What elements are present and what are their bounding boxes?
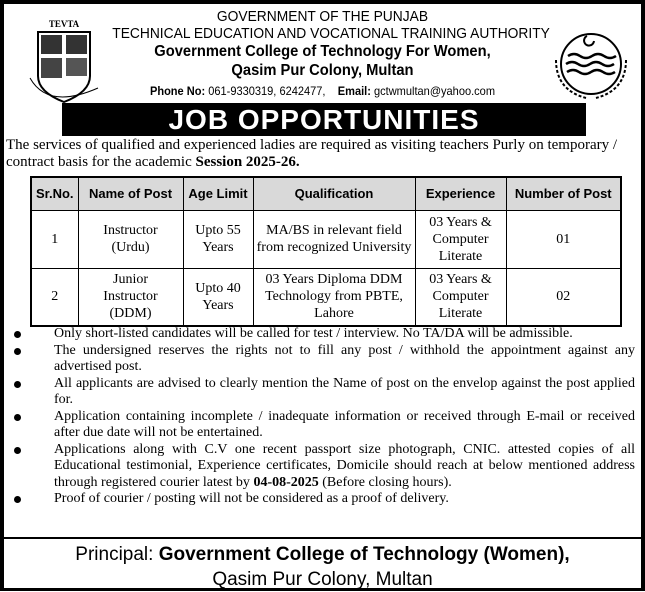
column-header: Experience [415, 177, 506, 210]
session: Session 2025-26. [195, 154, 300, 170]
closing-date: 04-08-2025 [253, 474, 319, 490]
authority-line: TECHNICAL EDUCATION AND VOCATIONAL TRAINING AUTHORITY [112, 25, 550, 42]
column-header: Age Limit [183, 177, 253, 210]
column-header: Number of Post [506, 177, 621, 210]
cell: 03 Years & Computer Literate [415, 268, 506, 326]
cell: 01 [506, 210, 621, 268]
cell: MA/BS in relevant field from recognized University [253, 210, 415, 268]
posts-table [30, 176, 622, 327]
list-item: Proof of courier / posting will not be considered as a proof of delivery. [6, 491, 635, 508]
bullet-icon [14, 331, 21, 338]
list-item: Only short-listed candidates will be called for test / interview. No TA/DA will be admissible. [6, 326, 635, 343]
college-name: Government College of Technology For Women, [154, 43, 491, 60]
table-row [31, 210, 621, 268]
bullet-icon [14, 496, 21, 503]
svg-text:TEVTA: TEVTA [48, 19, 80, 29]
column-header: Qualification [253, 177, 415, 210]
punjab-seal-logo [550, 26, 632, 106]
cell: Upto 55 Years [183, 210, 253, 268]
email: gctwmultan@yahoo.com [373, 84, 496, 98]
table-row [31, 268, 621, 326]
cell: 03 Years Diploma DDM Technology from PBTE, Lahore [253, 268, 415, 326]
list-item: The undersigned reserves the rights not to fill any post / withhold the appointment against any advertised post. [6, 343, 635, 376]
list-item: Applications along with C.V one recent passport size photograph, CNIC. attested copies of all Educational testimonial, Experience certificates, Domicile should reach at below mentioned address through registered courier latest by 04-08-2025 (Before closing hours). [6, 442, 635, 492]
gov-line: GOVERNMENT OF THE PUNJAB [216, 8, 429, 25]
page-title: JOB OPPORTUNITIES [62, 103, 586, 136]
tevta-logo [28, 18, 100, 108]
cell: 1 [31, 210, 78, 268]
table-header-row [31, 177, 621, 210]
footer-address: Principal: Government College of Technology (Women), Qasim Pur Colony, Multan [4, 537, 641, 592]
cell: 02 [506, 268, 621, 326]
list-item: Application containing incomplete / inadequate information or received through E-mail or received after due date will not be entertained. [6, 409, 635, 442]
column-header: Sr.No. [31, 177, 78, 210]
bullet-icon [14, 381, 21, 388]
intro-text: The services of qualified and experienced ladies are required as visiting teachers Purly on temporary / contract basis for the academic Session 2025-26. [6, 137, 618, 170]
college-address: Qasim Pur Colony, Multan [231, 62, 414, 79]
cell: Junior Instructor (DDM) [78, 268, 183, 326]
cell: Upto 40 Years [183, 268, 253, 326]
bullet-icon [14, 348, 21, 355]
bullet-icon [14, 414, 21, 421]
cell: 03 Years & Computer Literate [415, 210, 506, 268]
terms-list [6, 326, 635, 508]
column-header: Name of Post [78, 177, 183, 210]
letterhead [112, 8, 550, 102]
phone: 061-9330319, 6242477, [208, 84, 326, 98]
footer-address-line: Qasim Pur Colony, Multan [212, 569, 433, 590]
principal-college: Government College of Technology (Women), [158, 544, 570, 565]
bullet-icon [14, 447, 21, 454]
list-item: All applicants are advised to clearly mention the Name of post on the envelop against the post applied for. [6, 376, 635, 409]
contact-line: Phone No: 061-9330319, 6242477, Email: gctwmultan@yahoo.com [149, 84, 496, 98]
cell: 2 [31, 268, 78, 326]
cell: Instructor (Urdu) [78, 210, 183, 268]
